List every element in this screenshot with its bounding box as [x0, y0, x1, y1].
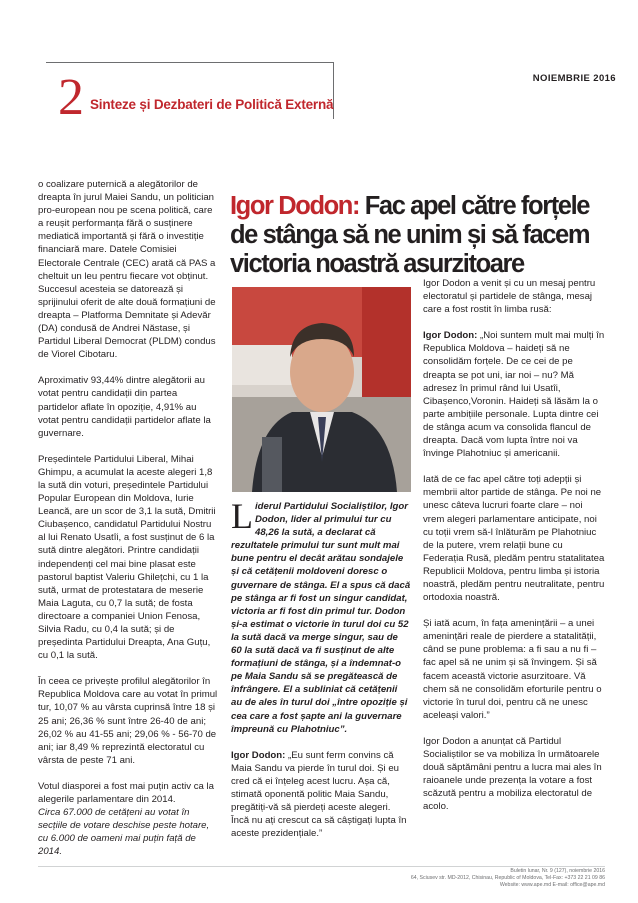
- paragraph: În ceea ce privește profilul alegătorilor în Republica Moldova care au votat în primul tur, 10,07 % au vârsta cuprinsă între 18 și 25 ani; 26,36 % sunt între 26-40 de ani; 26,02 % au 41-55 ani; 29,06 % - 56-70 de ani; iar 8,49 % reprezintă electoratul cu vârsta de peste 71 ani.: [38, 676, 218, 766]
- article-headline: [230, 192, 610, 279]
- headline-speaker: Igor Dodon:: [230, 192, 360, 220]
- section-title: Sinteze și Dezbateri de Politică Externă: [90, 97, 334, 112]
- quote-paragraph: [423, 329, 605, 460]
- paragraph-italic: Circa 67.000 de cetățeni au votat în secțiile de votare deschise peste hotare, cu 6.000 de oameni mai puțin față de 2014.: [38, 807, 210, 858]
- quote-text: „Eu sunt ferm convins că Maia Sandu va pierde în turul doi. Și eu cred că ei înțeleg acest lucru. Așa că, stimată oponentă politic Maia Sandu, pregătiți-vă să pierdeți aceste alegeri. Încă nu ați crescut ca să câștigați lupta în aceste prezidențiale.”: [231, 749, 407, 840]
- paragraph: Iată de ce fac apel către toți adepții și membrii altor partide de stânga. Pe noi ne unesc câteva lucruri foarte clare – noi vrem alegeri parlamentare anticipate, noi cu toții vrem să-l înlăturăm pe Plahotniuc de la putere, vrem relații bune cu Federația Rusă, pledăm pentru statalitatea Republicii Moldova, pentru limba și istoria noastră, pledăm pentru neutralitate, pentru ortodoxia noastră.: [423, 474, 605, 604]
- left-column: [38, 178, 218, 872]
- issue-date: NOIEMBRIE 2016: [532, 73, 616, 84]
- portrait-photo: [232, 287, 411, 492]
- headline-text: Fac apel către forțele de stânga să ne unim și să facem victoria noastră asurzitoare: [230, 192, 590, 278]
- paragraph: Igor Dodon a anunțat că Partidul Socialiștilor se va mobiliza în următoarele două săptămâni pentru a lucra mai ales în raioanele unde prezența la votare a fost scăzută pentru a mobiliza electoratul de acolo.: [423, 735, 602, 813]
- paragraph: Votul diasporei a fost mai puțin activ ca la alegerile parlamentare din 2014.: [38, 780, 214, 806]
- footer-divider: [38, 866, 605, 867]
- section-number: 2: [58, 69, 84, 126]
- footer-address: 64, Sciusev str. MD-2012, Chisinau, Republic of Moldova, Tel-Fax: +373 22 21 09 86: [410, 875, 605, 881]
- drop-cap: L: [231, 496, 253, 536]
- footer-bulletin: Buletin lunar, Nr. 9 (127), noiembrie 2016: [510, 868, 605, 874]
- middle-column: [231, 496, 411, 840]
- paragraph: Igor Dodon a venit și cu un mesaj pentru electoratul și partidele de stânga, mesaj care a fost rostit în limba rusă:: [423, 278, 596, 316]
- quote-speaker: Igor Dodon:: [423, 330, 478, 342]
- quote-speaker: Igor Dodon:: [231, 749, 286, 761]
- lead-paragraph: [231, 496, 411, 736]
- paragraph: Președintele Partidului Liberal, Mihai Ghimpu, a acumulat la aceste alegeri 1,8 la sută din voturi, președintele Partidului Popular European din Moldova, Iurie Leancă, are un scor de 3,1 la sută, Dmitrii Ciubașenco, candidatul Partidului Nostru al lui Renato Usatîi, a fost susținut de 6 la sută dintre alegători. Printre candidații independenți cel mai bine plasat este pastorul baptist Valeriu Ghilețchi, cu 1 la sută, urmat de protestatara de meserie Maia Laguta, cu 0,7 la sută; de fosta directoare a companiei Union Fenosa, Silvia Radu, cu 0,4 la sută; și de președinta Partidului Dreapta, Ana Guțu, cu 0,1 la sută.: [38, 453, 216, 662]
- portrait-illustration: [232, 287, 411, 492]
- quote-paragraph: [231, 749, 411, 841]
- lead-text: iderul Partidului Socialiștilor, Igor Dodon, lider al primului tur cu 48,26 la sută, a declarat că rezultatele primului tur sunt mult mai bune pentru el decât arătau sondajele și că cetățenii moldoveni doresc o guvernare de stânga. El a spus că dacă pe stânga ar fi fost un singur candidat, victoria ar fi fost din primul tur. Dodon și-a estimat o victorie în turul doi cu 52 la sută dacă va merge singur, sau de 60 la sută dacă va fi susținut de alte formațiuni de stânga, și a îndemnat-o pe Maia Sandu să se pregătească de înfrângere. El a subliniat că cetățenii au de ales în turul doi „între opoziție și cea care a fost șapte ani la guvernare împreună cu Plahotniuc”.: [231, 501, 411, 735]
- quote-text: „Noi suntem mult mai mulți în Republica Moldova – haideți să ne consolidăm forțele. De ce cei de pe dreapta se pot uni, iar noi – nu? Mă adresez în primul rând lui Usatîi, Cibașenco,Voronin. Haideți să lăsăm la o parte ambițiile personale. Lupta dintre cei de stânga acum va consolida flancul de dreapta. Dacă vom lupta între noi va învinge Plahotniuc și americanii.: [423, 330, 605, 460]
- paragraph: Aproximativ 93,44% dintre alegătorii au votat pentru candidații din partea partidelor aflate în opoziție, 4,91% au votat pentru candidații partidelor aflate la guvernare.: [38, 375, 211, 439]
- footer: [411, 868, 605, 889]
- footer-contact: Website: www.ape.md E-mail: office@ape.md: [499, 882, 605, 888]
- paragraph: o coalizare puternică a alegătorilor de dreapta în jurul Maiei Sandu, un politician pro-european nou pe scena politică, care a reușit performanța fără o susținere mediatică importantă și fără o investiție financiară mare. Datele Comisiei Electorale Centrale (CEC) arată că PAS a cheltuit un leu pentru fiecare vot obținut. Succesul acesteia se datorează și sprijinului oferit de alte două formațiuni de dreapta – Platforma Demnitate și Adevăr (DA) condusă de Andrei Năstase, și Partidul Liberal Democrat (PLDM) condus de Viorel Cibotaru.: [38, 179, 216, 361]
- paragraph: Și iată acum, în fața amenințării – a unei amenințări reale de pierdere a statalității, când se pune problema: a fi sau a nu fi – fac apel să ne unim și să învingem. Și să facem această victorie asurzitoare. Vă chem să ne consolidăm eforturile pentru o victorie în turul doi, pentru că ne unesc aceleași valori.”: [423, 618, 602, 721]
- right-column: [423, 277, 605, 826]
